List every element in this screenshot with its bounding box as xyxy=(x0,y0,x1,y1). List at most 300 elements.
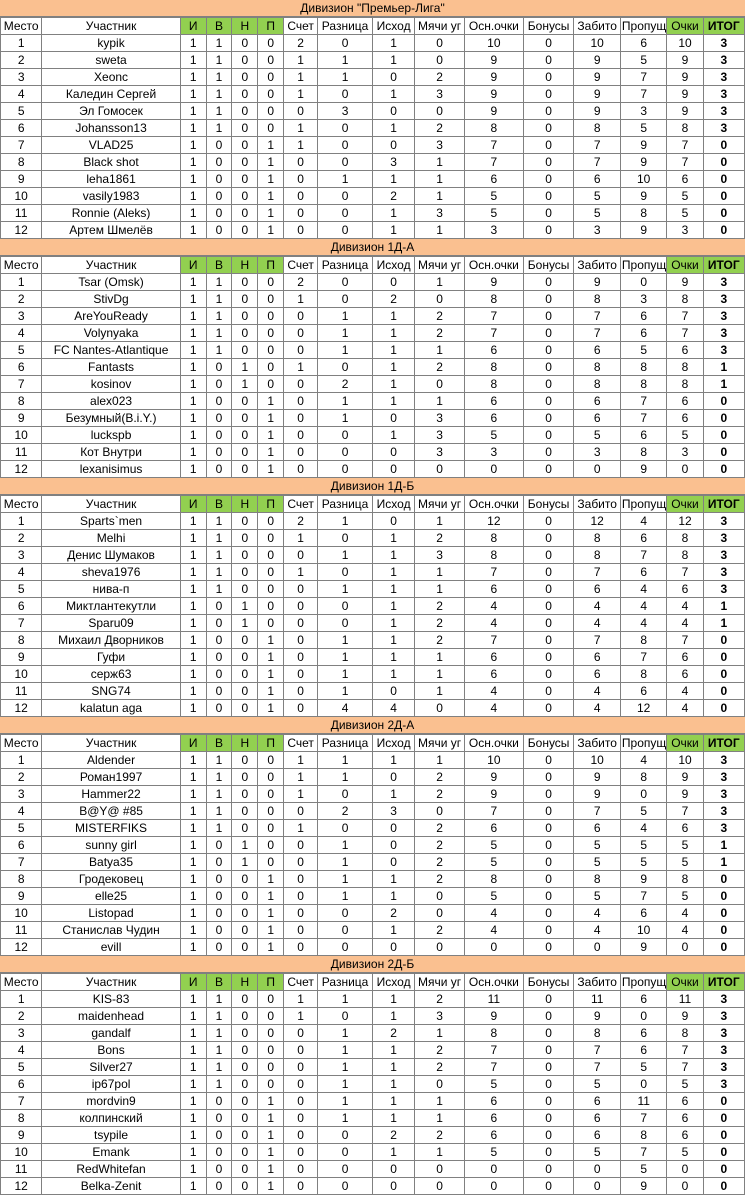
cell-scored: 8 xyxy=(574,120,621,137)
cell-scored: 4 xyxy=(574,683,621,700)
cell-conceded: 5 xyxy=(620,120,667,137)
cell-conceded: 8 xyxy=(620,205,667,222)
cell-games: 1 xyxy=(180,1008,206,1025)
column-header-wins: В xyxy=(206,257,232,274)
cell-place: 3 xyxy=(1,1025,42,1042)
cell-outcome: 1 xyxy=(372,1042,414,1059)
cell-difference: 0 xyxy=(318,598,373,615)
table-row xyxy=(1,291,745,308)
column-header-points: Очки xyxy=(667,735,703,752)
cell-difference: 1 xyxy=(318,632,373,649)
cell-total: 1 xyxy=(703,598,744,615)
cell-outcome: 1 xyxy=(372,1110,414,1127)
cell-participant: mordvin9 xyxy=(42,1093,180,1110)
cell-total: 3 xyxy=(703,581,744,598)
cell-bonuses: 0 xyxy=(523,547,574,564)
cell-participant: Emank xyxy=(42,1144,180,1161)
cell-difference: 0 xyxy=(318,922,373,939)
cell-losses: 1 xyxy=(258,154,284,171)
cell-draws: 0 xyxy=(232,1042,258,1059)
cell-losses: 0 xyxy=(258,1025,284,1042)
cell-difference: 0 xyxy=(318,427,373,444)
cell-participant: Belka-Zenit xyxy=(42,1178,180,1195)
cell-wins: 1 xyxy=(206,1076,232,1093)
column-header-games: И xyxy=(180,257,206,274)
column-header-scored: Забито xyxy=(574,496,621,513)
cell-participant: elle25 xyxy=(42,888,180,905)
cell-scored: 7 xyxy=(574,803,621,820)
cell-corners: 1 xyxy=(415,1110,465,1127)
cell-games: 1 xyxy=(180,427,206,444)
cell-games: 1 xyxy=(180,52,206,69)
column-header-losses: П xyxy=(258,18,284,35)
cell-losses: 0 xyxy=(258,1042,284,1059)
cell-participant: sunny girl xyxy=(42,837,180,854)
cell-participant: Bons xyxy=(42,1042,180,1059)
cell-score: 0 xyxy=(284,1144,318,1161)
cell-place: 8 xyxy=(1,632,42,649)
cell-points: 3 xyxy=(667,444,703,461)
cell-participant: luckspb xyxy=(42,427,180,444)
cell-scored: 8 xyxy=(574,871,621,888)
cell-participant: нива-п xyxy=(42,581,180,598)
cell-place: 6 xyxy=(1,598,42,615)
cell-place: 12 xyxy=(1,461,42,478)
table-row xyxy=(1,325,745,342)
column-header-losses: П xyxy=(258,496,284,513)
cell-bonuses: 0 xyxy=(523,1093,574,1110)
cell-games: 1 xyxy=(180,564,206,581)
cell-difference: 1 xyxy=(318,69,373,86)
cell-draws: 0 xyxy=(232,410,258,427)
table-row xyxy=(1,308,745,325)
cell-base-points: 4 xyxy=(464,683,523,700)
cell-corners: 1 xyxy=(415,1093,465,1110)
cell-outcome: 1 xyxy=(372,52,414,69)
division-title: Дивизион 1Д-Б xyxy=(0,478,745,495)
cell-score: 0 xyxy=(284,581,318,598)
cell-total: 0 xyxy=(703,171,744,188)
cell-score: 1 xyxy=(284,1008,318,1025)
cell-participant: Михаил Дворников xyxy=(42,632,180,649)
cell-place: 12 xyxy=(1,939,42,956)
cell-total: 3 xyxy=(703,274,744,291)
cell-wins: 0 xyxy=(206,700,232,717)
cell-base-points: 5 xyxy=(464,837,523,854)
cell-bonuses: 0 xyxy=(523,69,574,86)
cell-losses: 0 xyxy=(258,35,284,52)
cell-losses: 0 xyxy=(258,564,284,581)
cell-scored: 8 xyxy=(574,530,621,547)
cell-score: 0 xyxy=(284,666,318,683)
cell-score: 0 xyxy=(284,1110,318,1127)
cell-participant: leha1861 xyxy=(42,171,180,188)
cell-base-points: 7 xyxy=(464,803,523,820)
cell-base-points: 9 xyxy=(464,1008,523,1025)
cell-draws: 0 xyxy=(232,86,258,103)
cell-scored: 6 xyxy=(574,820,621,837)
cell-total: 3 xyxy=(703,547,744,564)
table-row xyxy=(1,683,745,700)
cell-losses: 1 xyxy=(258,683,284,700)
cell-games: 1 xyxy=(180,461,206,478)
column-header-bonuses: Бонусы xyxy=(523,496,574,513)
cell-outcome: 1 xyxy=(372,342,414,359)
cell-scored: 9 xyxy=(574,52,621,69)
cell-points: 6 xyxy=(667,581,703,598)
cell-base-points: 5 xyxy=(464,1076,523,1093)
cell-draws: 0 xyxy=(232,461,258,478)
cell-scored: 7 xyxy=(574,1042,621,1059)
table-row xyxy=(1,564,745,581)
cell-total: 0 xyxy=(703,1110,744,1127)
cell-bonuses: 0 xyxy=(523,410,574,427)
cell-points: 7 xyxy=(667,632,703,649)
cell-conceded: 12 xyxy=(620,700,667,717)
cell-outcome: 1 xyxy=(372,35,414,52)
table-row xyxy=(1,52,745,69)
cell-points: 10 xyxy=(667,35,703,52)
cell-participant: kypik xyxy=(42,35,180,52)
cell-conceded: 10 xyxy=(620,171,667,188)
cell-total: 0 xyxy=(703,939,744,956)
column-header-points: Очки xyxy=(667,496,703,513)
cell-corners: 3 xyxy=(415,137,465,154)
cell-base-points: 9 xyxy=(464,786,523,803)
cell-place: 7 xyxy=(1,615,42,632)
cell-points: 5 xyxy=(667,188,703,205)
cell-games: 1 xyxy=(180,786,206,803)
cell-score: 1 xyxy=(284,530,318,547)
cell-points: 5 xyxy=(667,837,703,854)
cell-score: 0 xyxy=(284,205,318,222)
cell-games: 1 xyxy=(180,86,206,103)
cell-corners: 3 xyxy=(415,86,465,103)
cell-points: 5 xyxy=(667,1144,703,1161)
cell-place: 4 xyxy=(1,325,42,342)
cell-games: 1 xyxy=(180,991,206,1008)
column-header-conceded: Пропущ xyxy=(621,258,667,272)
cell-participant: MISTERFIKS xyxy=(42,820,180,837)
cell-draws: 0 xyxy=(232,530,258,547)
cell-outcome: 0 xyxy=(372,444,414,461)
column-header-games: И xyxy=(180,18,206,35)
cell-wins: 0 xyxy=(206,205,232,222)
cell-outcome: 0 xyxy=(372,837,414,854)
cell-bonuses: 0 xyxy=(523,581,574,598)
cell-base-points: 6 xyxy=(464,171,523,188)
cell-participant: Станислав Чудин xyxy=(42,922,180,939)
cell-outcome: 0 xyxy=(372,939,414,956)
cell-points: 5 xyxy=(667,854,703,871)
cell-games: 1 xyxy=(180,871,206,888)
cell-total: 0 xyxy=(703,137,744,154)
cell-corners: 2 xyxy=(415,308,465,325)
cell-points: 9 xyxy=(667,786,703,803)
cell-draws: 0 xyxy=(232,103,258,120)
cell-bonuses: 0 xyxy=(523,615,574,632)
column-header-place: Место xyxy=(1,496,42,513)
cell-scored: 6 xyxy=(574,342,621,359)
cell-participant: Volynyaka xyxy=(42,325,180,342)
cell-participant: Aldender xyxy=(42,752,180,769)
cell-conceded: 8 xyxy=(620,769,667,786)
cell-points: 7 xyxy=(667,803,703,820)
cell-draws: 0 xyxy=(232,171,258,188)
cell-corners: 1 xyxy=(415,1144,465,1161)
cell-difference: 1 xyxy=(318,854,373,871)
cell-wins: 0 xyxy=(206,359,232,376)
column-header-losses: П xyxy=(258,735,284,752)
cell-points: 4 xyxy=(667,683,703,700)
cell-score: 0 xyxy=(284,922,318,939)
cell-corners: 0 xyxy=(415,803,465,820)
cell-draws: 0 xyxy=(232,820,258,837)
cell-losses: 0 xyxy=(258,52,284,69)
cell-outcome: 1 xyxy=(372,1076,414,1093)
cell-points: 9 xyxy=(667,1008,703,1025)
cell-base-points: 5 xyxy=(464,188,523,205)
table-row xyxy=(1,991,745,1008)
cell-points: 4 xyxy=(667,615,703,632)
cell-scored: 6 xyxy=(574,1093,621,1110)
cell-base-points: 0 xyxy=(464,939,523,956)
cell-difference: 0 xyxy=(318,939,373,956)
cell-total: 3 xyxy=(703,991,744,1008)
cell-difference: 1 xyxy=(318,888,373,905)
cell-base-points: 4 xyxy=(464,905,523,922)
column-header-scored: Забито xyxy=(574,974,621,991)
cell-total: 3 xyxy=(703,52,744,69)
cell-participant: lexanisimus xyxy=(42,461,180,478)
cell-bonuses: 0 xyxy=(523,188,574,205)
cell-points: 9 xyxy=(667,52,703,69)
cell-participant: Каледин Сергей xyxy=(42,86,180,103)
cell-wins: 1 xyxy=(206,564,232,581)
cell-points: 6 xyxy=(667,649,703,666)
column-header-participant: Участник xyxy=(42,974,180,991)
cell-place: 2 xyxy=(1,530,42,547)
cell-difference: 0 xyxy=(318,786,373,803)
cell-difference: 1 xyxy=(318,308,373,325)
cell-total: 0 xyxy=(703,632,744,649)
cell-scored: 9 xyxy=(574,103,621,120)
cell-base-points: 5 xyxy=(464,205,523,222)
cell-corners: 3 xyxy=(415,410,465,427)
cell-participant: Безумный(B.i.Y.) xyxy=(42,410,180,427)
cell-games: 1 xyxy=(180,1093,206,1110)
cell-corners: 0 xyxy=(415,700,465,717)
cell-games: 1 xyxy=(180,837,206,854)
cell-bonuses: 0 xyxy=(523,922,574,939)
cell-corners: 1 xyxy=(415,188,465,205)
cell-outcome: 1 xyxy=(372,888,414,905)
cell-losses: 0 xyxy=(258,120,284,137)
cell-losses: 1 xyxy=(258,1144,284,1161)
column-header-wins: В xyxy=(206,496,232,513)
cell-conceded: 9 xyxy=(620,222,667,239)
cell-score: 1 xyxy=(284,86,318,103)
cell-losses: 1 xyxy=(258,666,284,683)
cell-scored: 7 xyxy=(574,564,621,581)
cell-scored: 7 xyxy=(574,325,621,342)
cell-score: 0 xyxy=(284,188,318,205)
column-header-points: Очки xyxy=(667,974,703,991)
cell-losses: 1 xyxy=(258,393,284,410)
cell-place: 2 xyxy=(1,291,42,308)
cell-total: 3 xyxy=(703,1076,744,1093)
cell-participant: vasily1983 xyxy=(42,188,180,205)
cell-place: 1 xyxy=(1,513,42,530)
column-header-scored: Забито xyxy=(574,735,621,752)
cell-losses: 1 xyxy=(258,871,284,888)
cell-scored: 8 xyxy=(574,359,621,376)
cell-participant: Fantasts xyxy=(42,359,180,376)
cell-games: 1 xyxy=(180,35,206,52)
cell-wins: 0 xyxy=(206,137,232,154)
cell-bonuses: 0 xyxy=(523,154,574,171)
column-header-difference: Разница xyxy=(318,974,373,991)
cell-games: 1 xyxy=(180,888,206,905)
cell-corners: 0 xyxy=(415,905,465,922)
cell-conceded: 6 xyxy=(620,905,667,922)
cell-games: 1 xyxy=(180,291,206,308)
cell-conceded: 3 xyxy=(620,291,667,308)
cell-place: 11 xyxy=(1,922,42,939)
cell-conceded: 5 xyxy=(620,342,667,359)
cell-scored: 9 xyxy=(574,86,621,103)
cell-draws: 0 xyxy=(232,1008,258,1025)
cell-difference: 0 xyxy=(318,1008,373,1025)
cell-outcome: 1 xyxy=(372,598,414,615)
cell-total: 0 xyxy=(703,188,744,205)
cell-place: 12 xyxy=(1,1178,42,1195)
cell-difference: 0 xyxy=(318,274,373,291)
cell-points: 5 xyxy=(667,427,703,444)
table-row xyxy=(1,752,745,769)
cell-total: 3 xyxy=(703,291,744,308)
table-row xyxy=(1,598,745,615)
cell-total: 3 xyxy=(703,1059,744,1076)
table-row xyxy=(1,581,745,598)
header-row xyxy=(1,18,745,35)
cell-difference: 0 xyxy=(318,820,373,837)
cell-conceded: 0 xyxy=(620,1008,667,1025)
column-header-bonuses: Бонусы xyxy=(523,18,574,35)
cell-bonuses: 0 xyxy=(523,103,574,120)
cell-points: 5 xyxy=(667,1076,703,1093)
cell-place: 9 xyxy=(1,410,42,427)
cell-points: 0 xyxy=(667,1178,703,1195)
cell-corners: 2 xyxy=(415,632,465,649)
column-header-corners: Мячи уг xyxy=(415,257,465,274)
cell-points: 9 xyxy=(667,69,703,86)
cell-points: 4 xyxy=(667,598,703,615)
cell-bonuses: 0 xyxy=(523,376,574,393)
column-header-games: И xyxy=(180,974,206,991)
cell-scored: 7 xyxy=(574,308,621,325)
cell-conceded: 8 xyxy=(620,632,667,649)
cell-outcome: 1 xyxy=(372,1008,414,1025)
cell-total: 0 xyxy=(703,444,744,461)
cell-corners: 2 xyxy=(415,598,465,615)
cell-conceded: 8 xyxy=(620,359,667,376)
cell-conceded: 9 xyxy=(620,1178,667,1195)
cell-total: 1 xyxy=(703,359,744,376)
cell-points: 9 xyxy=(667,103,703,120)
cell-total: 0 xyxy=(703,222,744,239)
cell-participant: B@Y@ #85 xyxy=(42,803,180,820)
cell-difference: 1 xyxy=(318,1025,373,1042)
cell-score: 1 xyxy=(284,120,318,137)
cell-total: 3 xyxy=(703,325,744,342)
cell-score: 0 xyxy=(284,854,318,871)
cell-draws: 0 xyxy=(232,1025,258,1042)
cell-base-points: 7 xyxy=(464,564,523,581)
cell-score: 0 xyxy=(284,1093,318,1110)
cell-conceded: 3 xyxy=(620,103,667,120)
column-header-games: И xyxy=(180,496,206,513)
cell-points: 0 xyxy=(667,461,703,478)
cell-draws: 0 xyxy=(232,581,258,598)
cell-difference: 0 xyxy=(318,615,373,632)
cell-wins: 1 xyxy=(206,52,232,69)
cell-wins: 0 xyxy=(206,1178,232,1195)
cell-corners: 3 xyxy=(415,547,465,564)
cell-base-points: 8 xyxy=(464,1025,523,1042)
cell-wins: 1 xyxy=(206,752,232,769)
table-row xyxy=(1,615,745,632)
cell-draws: 1 xyxy=(232,376,258,393)
cell-score: 0 xyxy=(284,171,318,188)
cell-bonuses: 0 xyxy=(523,530,574,547)
cell-place: 10 xyxy=(1,666,42,683)
table-row xyxy=(1,871,745,888)
cell-scored: 0 xyxy=(574,1178,621,1195)
cell-losses: 0 xyxy=(258,1059,284,1076)
column-header-participant: Участник xyxy=(42,496,180,513)
cell-wins: 0 xyxy=(206,222,232,239)
cell-losses: 0 xyxy=(258,513,284,530)
cell-conceded: 8 xyxy=(620,444,667,461)
cell-points: 9 xyxy=(667,86,703,103)
cell-score: 1 xyxy=(284,69,318,86)
cell-wins: 1 xyxy=(206,291,232,308)
cell-draws: 0 xyxy=(232,752,258,769)
cell-scored: 0 xyxy=(574,939,621,956)
table-row xyxy=(1,1008,745,1025)
cell-scored: 8 xyxy=(574,376,621,393)
cell-wins: 0 xyxy=(206,649,232,666)
cell-outcome: 1 xyxy=(372,666,414,683)
cell-outcome: 1 xyxy=(372,205,414,222)
cell-participant: SNG74 xyxy=(42,683,180,700)
cell-draws: 0 xyxy=(232,52,258,69)
cell-points: 11 xyxy=(667,991,703,1008)
cell-corners: 0 xyxy=(415,376,465,393)
cell-points: 5 xyxy=(667,205,703,222)
cell-wins: 1 xyxy=(206,1008,232,1025)
cell-base-points: 7 xyxy=(464,308,523,325)
cell-wins: 0 xyxy=(206,461,232,478)
cell-difference: 1 xyxy=(318,991,373,1008)
cell-games: 1 xyxy=(180,820,206,837)
cell-wins: 0 xyxy=(206,683,232,700)
cell-place: 3 xyxy=(1,786,42,803)
cell-score: 1 xyxy=(284,769,318,786)
column-header-bonuses: Бонусы xyxy=(523,257,574,274)
cell-total: 1 xyxy=(703,376,744,393)
